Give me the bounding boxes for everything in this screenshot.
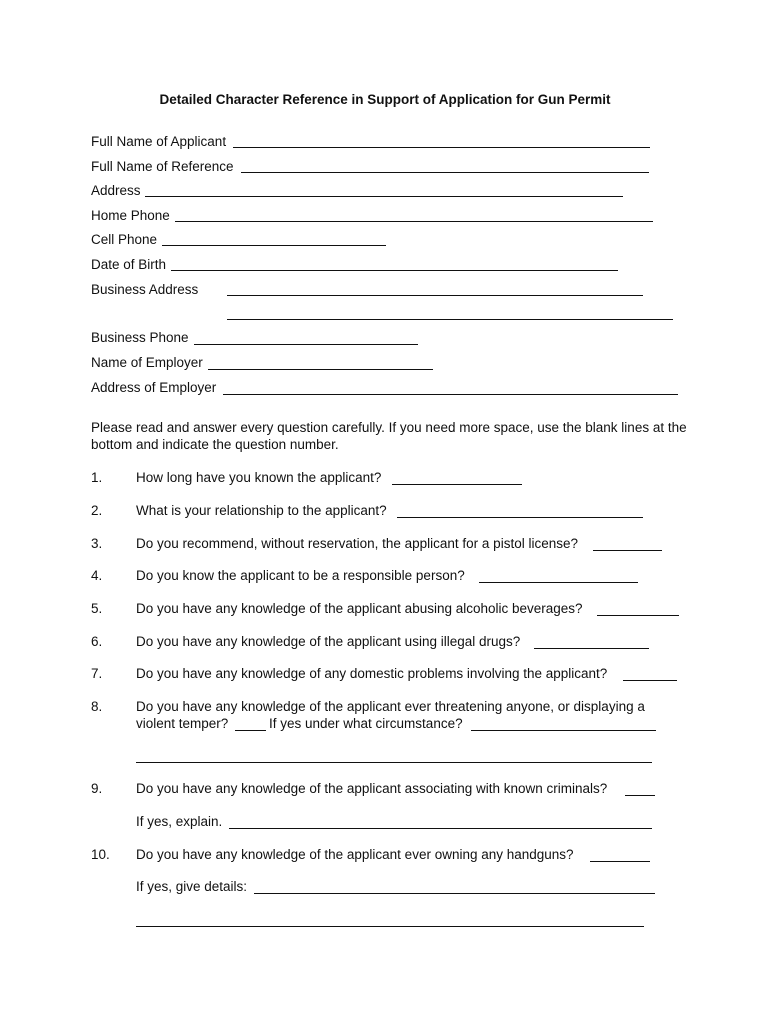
answer-1-input[interactable] bbox=[392, 484, 522, 485]
question-text: Do you have any knowledge of the applicant ever owning any handguns? bbox=[136, 847, 574, 862]
full-name-applicant-input[interactable] bbox=[233, 147, 650, 148]
answer-10-extra-line[interactable] bbox=[136, 926, 644, 927]
answer-4-input[interactable] bbox=[479, 582, 638, 583]
business-address-input-2[interactable] bbox=[227, 319, 673, 320]
field-full-name-applicant bbox=[91, 134, 226, 152]
field-date-of-birth bbox=[91, 257, 166, 275]
field-name-of-employer bbox=[91, 355, 203, 373]
answer-10-details-input[interactable] bbox=[254, 893, 655, 894]
answer-8-extra-line[interactable] bbox=[136, 762, 652, 763]
answer-6-input[interactable] bbox=[534, 648, 649, 649]
question-number: 7. bbox=[91, 666, 103, 681]
question-number: 8. bbox=[91, 699, 103, 714]
answer-7-input[interactable] bbox=[623, 680, 677, 681]
field-label: Home Phone bbox=[91, 208, 170, 223]
question-text: Do you have any knowledge of the applicant ever threatening anyone, or displaying a bbox=[136, 699, 645, 714]
field-label: Full Name of Reference bbox=[91, 159, 234, 174]
question-number: 10. bbox=[91, 847, 110, 862]
answer-2-input[interactable] bbox=[397, 517, 643, 518]
question-number: 4. bbox=[91, 568, 103, 583]
home-phone-input[interactable] bbox=[175, 221, 653, 222]
field-home-phone bbox=[91, 208, 170, 226]
cell-phone-input[interactable] bbox=[162, 245, 386, 246]
address-of-employer-input[interactable] bbox=[223, 394, 678, 395]
answer-10-input[interactable] bbox=[590, 861, 650, 862]
answer-8-yes-no-input[interactable] bbox=[235, 730, 266, 731]
question-number: 3. bbox=[91, 536, 103, 551]
date-of-birth-input[interactable] bbox=[171, 270, 618, 271]
question-text: Do you know the applicant to be a responsible person? bbox=[136, 568, 465, 583]
question-text-continued: violent temper? bbox=[136, 716, 229, 731]
field-label: Address of Employer bbox=[91, 380, 217, 395]
field-label: Business Phone bbox=[91, 330, 189, 345]
answer-5-input[interactable] bbox=[597, 615, 679, 616]
question-number: 9. bbox=[91, 781, 103, 796]
field-label: Address bbox=[91, 183, 141, 198]
question-text: How long have you known the applicant? bbox=[136, 470, 382, 485]
answer-9-explain-input[interactable] bbox=[229, 828, 652, 829]
question-number: 5. bbox=[91, 601, 103, 616]
field-business-phone bbox=[91, 330, 189, 348]
name-of-employer-input[interactable] bbox=[208, 369, 433, 370]
question-followup: If yes, give details: bbox=[136, 879, 248, 894]
field-address-of-employer bbox=[91, 380, 216, 398]
question-text: Do you recommend, without reservation, the applicant for a pistol license? bbox=[136, 536, 578, 551]
question-text: Do you have any knowledge of any domestic problems involving the applicant? bbox=[136, 666, 608, 681]
field-label: Cell Phone bbox=[91, 232, 158, 247]
question-number: 2. bbox=[91, 503, 103, 518]
address-input[interactable] bbox=[145, 196, 623, 197]
field-full-name-reference bbox=[91, 159, 234, 177]
field-label: Business Address bbox=[91, 282, 199, 297]
field-label: Full Name of Applicant bbox=[91, 134, 227, 149]
instructions-text: Please read and answer every question carefully. If you need more space, use the blank lines at the bottom and indicate the question number. bbox=[91, 420, 687, 452]
field-address bbox=[91, 183, 141, 201]
business-phone-input[interactable] bbox=[194, 344, 418, 345]
question-text: Do you have any knowledge of the applicant abusing alcoholic beverages? bbox=[136, 601, 583, 616]
field-cell-phone bbox=[91, 232, 157, 250]
answer-9-input[interactable] bbox=[625, 795, 655, 796]
field-label: Name of Employer bbox=[91, 355, 203, 370]
question-text-followup: If yes under what circumstance? bbox=[269, 716, 463, 731]
question-text: What is your relationship to the applicant? bbox=[136, 503, 387, 518]
form-title: Detailed Character Reference in Support of Application for Gun Permit bbox=[159, 92, 611, 107]
full-name-reference-input[interactable] bbox=[241, 172, 649, 173]
question-followup: If yes, explain. bbox=[136, 814, 223, 829]
field-label: Date of Birth bbox=[91, 257, 167, 272]
question-text: Do you have any knowledge of the applicant using illegal drugs? bbox=[136, 634, 521, 649]
field-business-address bbox=[91, 282, 198, 300]
business-address-input-1[interactable] bbox=[227, 295, 643, 296]
question-text: Do you have any knowledge of the applicant associating with known criminals? bbox=[136, 781, 608, 796]
answer-8-circumstance-input[interactable] bbox=[471, 730, 656, 731]
question-number: 6. bbox=[91, 634, 103, 649]
question-number: 1. bbox=[91, 470, 103, 485]
answer-3-input[interactable] bbox=[593, 550, 662, 551]
